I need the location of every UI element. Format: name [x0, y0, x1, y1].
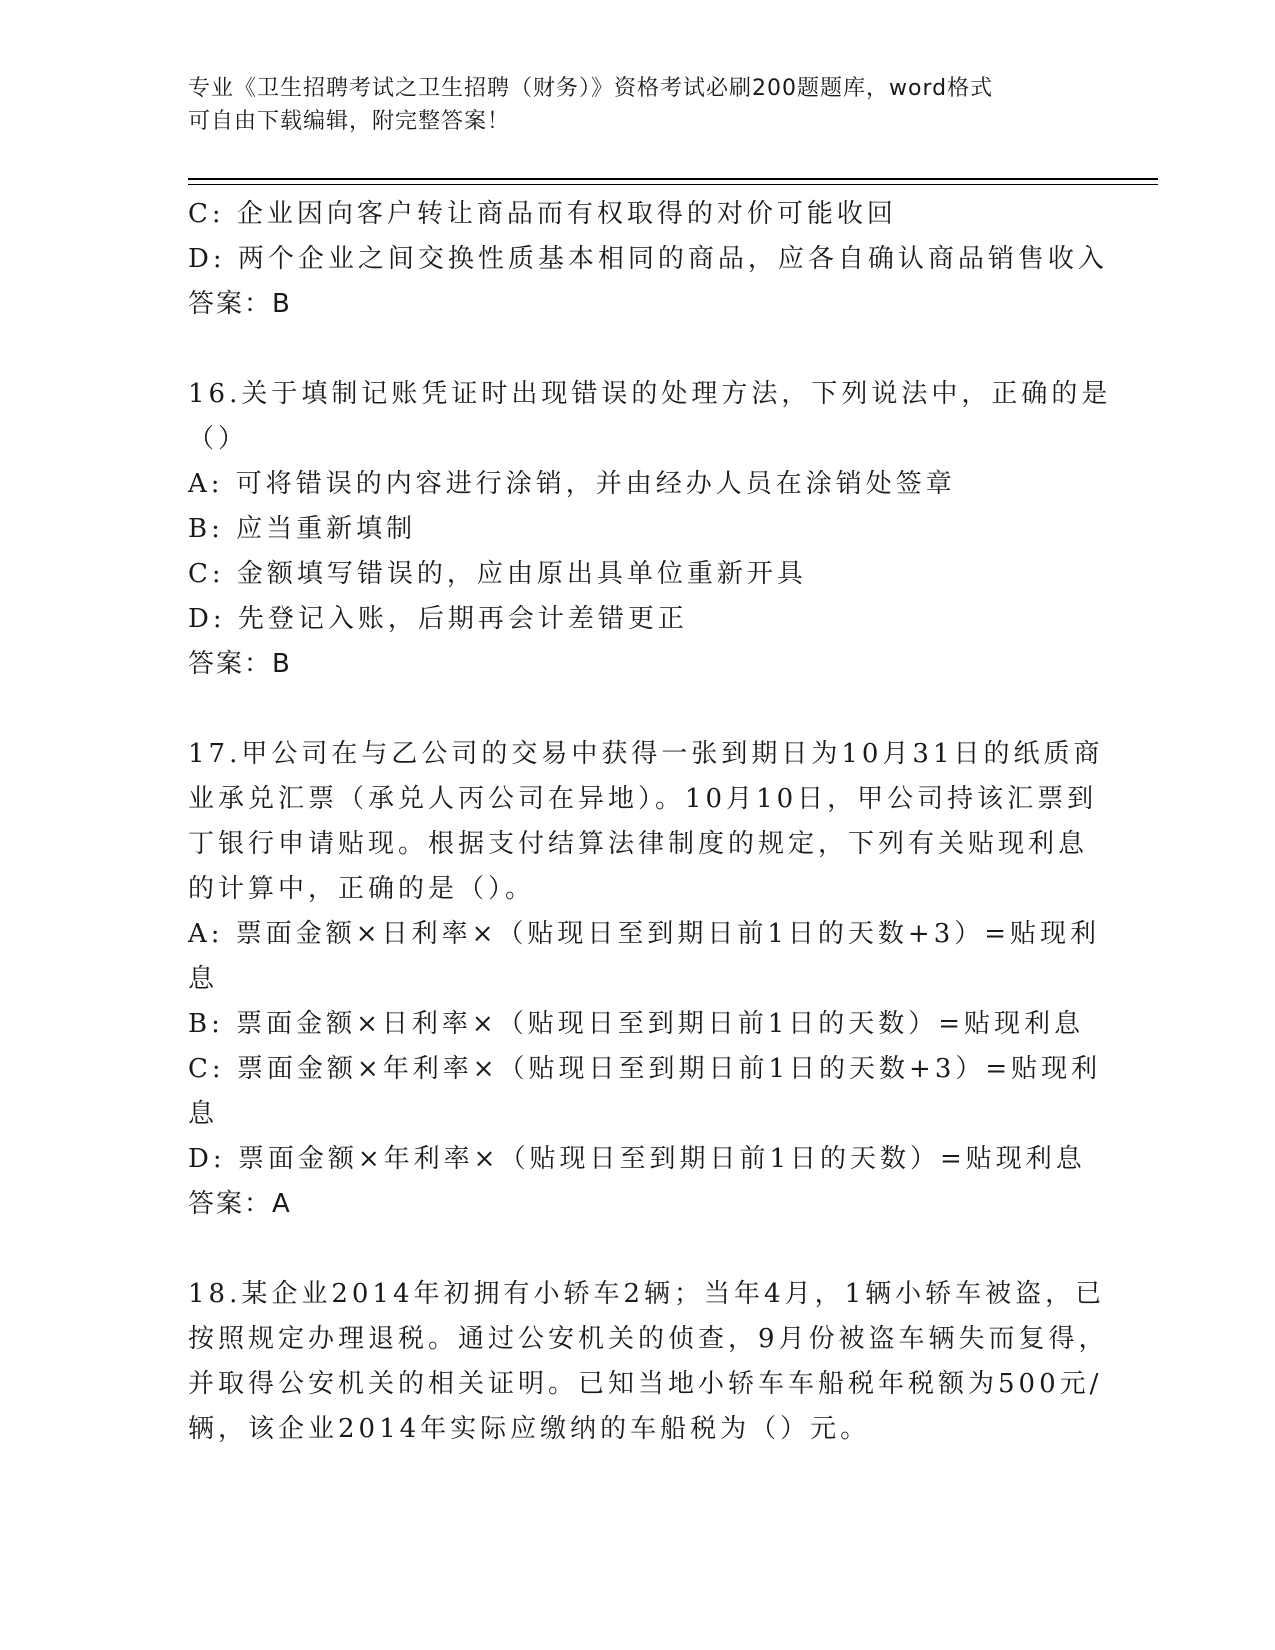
q16-option-b: B: 应当重新填制: [188, 514, 417, 544]
q17-stem-line-3: 丁银行申请贴现。根据支付结算法律制度的规定，下列有关贴现利息: [188, 829, 1089, 859]
header-line-1: 专业《卫生招聘考试之卫生招聘（财务）》资格考试必刷200题题库，word格式: [188, 76, 994, 101]
q16-stem-line-2: （）: [188, 424, 249, 454]
q17-answer: 答案：A: [188, 1189, 292, 1219]
question-16: [188, 372, 1112, 687]
header-rule-thick: [188, 178, 1158, 180]
q16-option-d: D: 先登记入账，后期再会计差错更正: [188, 604, 688, 634]
header-rule-thin: [188, 184, 1158, 185]
q17-option-b: B: 票面金额×日利率×（贴现日至到期日前1日的天数）=贴现利息: [188, 1009, 1085, 1039]
q15-option-c: C: 企业因向客户转让商品而有权取得的对价可能收回: [188, 199, 897, 229]
spacer: [188, 687, 1088, 732]
q15-option-d: D: 两个企业之间交换性质基本相同的商品，应各自确认商品销售收入: [188, 244, 1108, 274]
q16-answer: 答案：B: [188, 649, 292, 679]
q17-option-c-line-1: C: 票面金额×年利率×（贴现日至到期日前1日的天数+3）=贴现利: [188, 1054, 1102, 1084]
q17-stem-line-1: 17.甲公司在与乙公司的交易中获得一张到期日为10月31日的纸质商: [188, 739, 1104, 769]
q16-option-c: C: 金额填写错误的，应由原出具单位重新开具: [188, 559, 807, 589]
spacer: [188, 327, 1088, 372]
question-18: [188, 1272, 1109, 1452]
question-15: [188, 192, 1108, 327]
q17-stem-line-2: 业承兑汇票（承兑人丙公司在异地）。10月10日，甲公司持该汇票到: [188, 784, 1098, 814]
q16-option-a: A: 可将错误的内容进行涂销，并由经办人员在涂销处签章: [188, 469, 956, 499]
q17-option-c-line-2: 息: [188, 1099, 219, 1129]
q18-stem-line-2: 按照规定办理退税。通过公安机关的侦查，9月份被盗车辆失而复得，: [188, 1324, 1109, 1354]
q16-stem-line-1: 16.关于填制记账凭证时出现错误的处理方法，下列说法中，正确的是: [188, 379, 1112, 409]
spacer: [188, 1227, 1088, 1272]
q15-answer: 答案：B: [188, 289, 292, 319]
q17-option-d: D: 票面金额×年利率×（贴现日至到期日前1日的天数）=贴现利息: [188, 1144, 1086, 1174]
q17-option-a-line-2: 息: [188, 964, 219, 994]
q18-stem-line-3: 并取得公安机关的相关证明。已知当地小轿车车船税年税额为500元/: [188, 1369, 1103, 1399]
question-17: [188, 732, 1104, 1227]
q17-option-a-line-1: A: 票面金额×日利率×（贴现日至到期日前1日的天数+3）=贴现利: [188, 919, 1101, 949]
question-content: [188, 192, 1112, 1452]
q17-stem-line-4: 的计算中，正确的是（）。: [188, 874, 536, 904]
q18-stem-line-4: 辆，该企业2014年实际应缴纳的车船税为（）元。: [188, 1414, 871, 1444]
header-line-2: 可自由下载编辑，附完整答案！: [188, 109, 511, 134]
document-header: [188, 72, 1088, 138]
q18-stem-line-1: 18.某企业2014年初拥有小轿车2辆；当年4月，1辆小轿车被盗，已: [188, 1279, 1106, 1309]
